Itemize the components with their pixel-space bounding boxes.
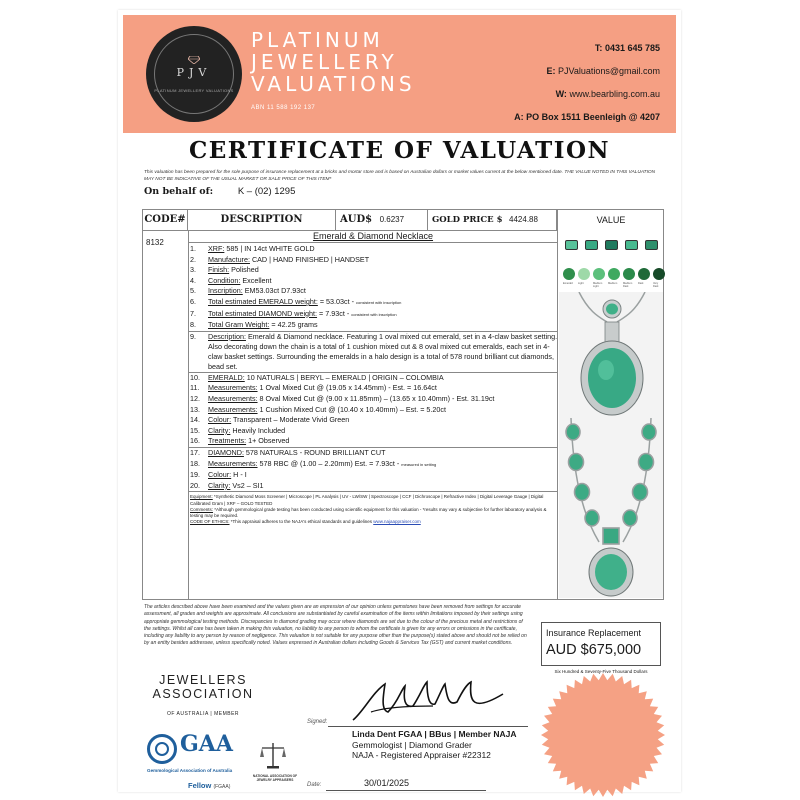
gem-swatch — [585, 240, 598, 250]
row-value: Heavily Included — [230, 425, 286, 435]
scales-icon — [258, 740, 288, 770]
row-value: = 53.03ct - — [317, 296, 357, 306]
row-key: Clarity: — [208, 425, 231, 435]
row-key: Total Gram Weight: — [208, 320, 270, 330]
row-number: 15. — [190, 425, 200, 435]
gem-swatch — [605, 240, 618, 250]
description-row — [188, 373, 558, 384]
signature — [343, 672, 518, 727]
description-row — [188, 297, 558, 309]
web-value[interactable]: www.bearbling.com.au — [569, 89, 660, 99]
row-note: measured in setting — [401, 461, 437, 467]
equipment-note: Equipment: *Synthetic Diamond Moss Screener | Microscope | PL Analysis | UV - LW/SW | Spectroscope | CCF | Dichroscope | Refractive Index | Digital Leverage Gauge | Digital Calibrated Gram | XRF – GOLD TESTED — [190, 494, 544, 506]
description-row — [188, 459, 558, 471]
description-row — [188, 276, 558, 287]
row-number: 2. — [190, 254, 196, 264]
gold-value: 4424.88 — [509, 215, 538, 224]
contact-address: A: PO Box 1511 Beenleigh @ 4207 — [514, 112, 660, 122]
page-title: CERTIFICATE OF VALUATION — [188, 137, 611, 164]
row-number: 7. — [190, 308, 196, 318]
shade-swatch — [638, 268, 650, 280]
row-key: Measurements: — [208, 393, 258, 403]
shade-label: Emerald — [563, 282, 573, 285]
description-row — [188, 426, 558, 437]
rows-diamond — [188, 447, 558, 491]
row-value: = 7.93ct - — [317, 308, 352, 318]
rows-general — [188, 244, 558, 331]
row-key: Measurements: — [208, 458, 258, 468]
shade-label: Light — [578, 282, 584, 285]
behalf-label: On behalf of: — [144, 186, 214, 197]
necklace-photo — [559, 292, 663, 598]
certificate-page — [118, 10, 681, 792]
description-rows — [188, 244, 558, 528]
row-key: Treatments: — [208, 436, 247, 446]
shade-swatch — [608, 268, 620, 280]
item-code: 8132 — [146, 238, 164, 247]
insurance-box — [541, 622, 661, 666]
row-note: consistent with inscription — [351, 311, 397, 317]
row-number: 1. — [190, 244, 196, 253]
row-value: 1 Cushion Mixed Cut @ (10.40 x 10.40mm) – Est. = 5.20ct — [257, 404, 447, 414]
row-value: 578 RBC @ (1.00 – 2.20mm) Est. = 7.93ct - — [257, 458, 402, 468]
description-row — [188, 448, 558, 459]
contact-email: E: PJValuations@gmail.com — [546, 66, 660, 76]
signer-details — [352, 729, 517, 761]
row-value: 1 Oval Mixed Cut @ (19.05 x 14.45mm) - Est. = 16.64ct — [257, 383, 437, 393]
gaa-logo-text: GAA — [180, 731, 233, 757]
shade-label: Very Dark — [653, 282, 659, 288]
insurance-label: Insurance Replacement — [546, 628, 642, 638]
notes-block — [188, 491, 558, 527]
row-number: 14. — [190, 415, 200, 425]
row-value: 1+ Observed — [246, 436, 290, 446]
signer-name: Linda Dent FGAA | BBus | Member NAJA — [352, 729, 517, 739]
description-row — [188, 470, 558, 481]
row-value: Vs2 – SI1 — [230, 480, 264, 490]
row-number: 10. — [190, 372, 200, 382]
naja-logo-text: NATIONAL ASSOCIATION OF JEWELRY APPRAISERS — [252, 774, 298, 782]
ethics-note: CODE OF ETHICS: *This appraisal adheres to the NAJA's ethical standards and guidelines www.najaappraiser.com — [190, 519, 421, 525]
description-row — [188, 309, 558, 321]
intro-text: This valuation has been prepared for the sole purpose of insurance replacement at a bricks and mortar store and is based on Australian dollars or market values current at the below mentioned date. THE VALUE NOTED IN THIS VALUATION MAY NOT BE INDICATIVE OF THE USUAL MARKET OR SALE PRICE OF THIS ITEM* — [144, 170, 656, 182]
description-row — [188, 394, 558, 405]
row-key: XRF: — [208, 244, 225, 253]
header-aud: AUD$ 0.6237 — [336, 210, 428, 230]
header-gold-price: GOLD PRICE $ 4424.88 — [428, 210, 557, 230]
row-key: Condition: — [208, 275, 241, 285]
item-title: Emerald & Diamond Necklace — [188, 231, 558, 243]
description-row — [188, 286, 558, 297]
comments-note: Comments: *Although gemmological grade testing has been conducted using scientific equipment for this valuation - *results may vary & subjective for further laboratory analysis & testing may be required. — [190, 506, 547, 519]
description-row — [188, 415, 558, 426]
description-row — [188, 244, 558, 255]
seal-starburst — [541, 673, 665, 797]
brand-line-1: PLATINUM — [251, 28, 384, 52]
brand-line-2: JEWELLERY — [251, 50, 398, 74]
seal-stamp — [540, 672, 666, 798]
header-description: DESCRIPTION — [188, 210, 336, 230]
header-banner — [123, 15, 676, 133]
row-description: 9. Description: Emerald & Diamond necklace. Featuring 1 oval mixed cut emerald, set in a 4-claw basket setting. Also decorating down the chain is a total of 1 cushion mixed cut & 8 oval mixed cut emeralds, each set in 4-claw basket settings. Surrounding the emeralds in a halo design is a total of 578 round brilliant cut diamonds, bead set. — [190, 331, 558, 371]
description-row — [188, 255, 558, 266]
rows-emerald — [188, 372, 558, 447]
shade-label: Medium Dark — [623, 282, 633, 288]
contact-phone: T: 0431 645 785 — [594, 43, 660, 53]
shade-swatch — [653, 268, 665, 280]
logo-arc-text: PLATINUM JEWELLERY VALUATIONS — [154, 88, 234, 93]
shade-swatch — [593, 268, 605, 280]
behalf-of — [144, 186, 295, 197]
row-value: 578 NATURALS - ROUND BRILLIANT CUT — [243, 447, 386, 457]
description-row — [188, 481, 558, 492]
brand-name — [251, 29, 471, 95]
row-key: Measurements: — [208, 404, 258, 414]
row-number: 20. — [190, 480, 200, 490]
row-note: consistent with inscription — [356, 299, 402, 305]
abn-number: ABN 11 588 192 137 — [251, 105, 316, 111]
email-value[interactable]: PJValuations@gmail.com — [557, 66, 660, 76]
row-key: Manufacture: — [208, 254, 250, 264]
valuation-table — [142, 209, 664, 600]
header-value: VALUE — [596, 215, 626, 225]
insurance-words: Six Hundred & Seventy-Five Thousand Dollars — [554, 669, 648, 674]
date-label: Date: — [307, 782, 322, 788]
row-number: 11. — [190, 383, 200, 393]
row-value: 8 Oval Mixed Cut @ (9.00 x 11.85mm) – (13.65 x 10.40mm) - Est. 31.19ct — [257, 393, 495, 403]
row-key: Clarity: — [208, 480, 231, 490]
gem-swatch — [645, 240, 658, 250]
aud-value: 0.6237 — [379, 215, 405, 224]
row-number: 12. — [190, 393, 200, 403]
description-row — [188, 265, 558, 276]
row-number: 6. — [190, 296, 196, 306]
logo-initials: PJV — [176, 66, 212, 79]
date-line — [326, 790, 486, 791]
company-logo — [146, 26, 242, 122]
row-number: 17. — [190, 447, 200, 457]
row-key: Inscription: — [208, 286, 243, 296]
diamond-icon — [188, 56, 200, 64]
jewellers-association-logo: JEWELLERS ASSOCIATION — [152, 673, 254, 701]
description-row — [188, 383, 558, 394]
row-key: Measurements: — [208, 383, 258, 393]
row-value: 10 NATURALS | BERYL – EMERALD | ORIGIN – COLOMBIA — [244, 372, 444, 382]
insurance-value: AUD $675,000 — [546, 642, 642, 658]
row-value: 585 | IN 14ct WHITE GOLD — [224, 244, 315, 253]
row-number: 18. — [190, 458, 200, 468]
row-value: CAD | HAND FINISHED | HANDSET — [249, 254, 370, 264]
contact-block — [514, 37, 660, 129]
row-number: 16. — [190, 436, 200, 446]
row-key: EMERALD: — [208, 372, 245, 382]
row-number: 3. — [190, 265, 196, 275]
shade-swatch — [623, 268, 635, 280]
row-key: Finish: — [208, 265, 230, 275]
behalf-value: K – (02) 1295 — [237, 186, 296, 197]
shade-label: Dark — [638, 282, 644, 285]
description-row — [188, 436, 558, 447]
row-number: 8. — [190, 320, 196, 330]
ja-member-text: OF AUSTRALIA | MEMBER — [166, 711, 240, 717]
gaa-logo-inner — [155, 742, 169, 756]
row-key: Colour: — [208, 415, 232, 425]
row-key: Total estimated EMERALD weight: — [208, 296, 318, 306]
phone-value: 0431 645 785 — [604, 43, 660, 53]
row-value: Polished — [229, 265, 259, 275]
row-value: EM53.03ct D7.93ct — [242, 286, 306, 296]
row-key: Total estimated DIAMOND weight: — [208, 308, 318, 318]
signer-role: Gemmologist | Diamond Grader — [352, 739, 472, 750]
row-number: 19. — [190, 470, 200, 480]
row-number: 4. — [190, 275, 196, 285]
header-code: CODE# — [143, 210, 188, 230]
fellow-text: Fellow (FGAA) — [188, 781, 231, 790]
signed-label: Signed: — [307, 719, 328, 725]
row-number: 5. — [190, 286, 196, 296]
row-key: DIAMOND: — [208, 447, 244, 457]
disclaimer-text: The articles described above have been examined and the values given are an expression of our opinion unless gemstones have been removed from settings for accurate assessment, all grades and weights are approximate. All conclusions are substantiated by careful examination of the items within limitations imposed by their settings using appropriate gemmological testing methods. Discrepancies in diamond grading may occur where diamonds are set due to the colour of the precious metal and restrictions of the settings. Whilst all care has been taken in making this valuation, no liability to any person to whom the certificate is given for any errors or omissions in the certificate, including any liability to any person by reason of negligence. This valuation is not suitable for any purpose other than the purpose(s) stated above and should not be relied on by an entity besides addressee, unless specifically noted. Values expressed in Australian dollars including Goods & Services Tax (GST) and current market conditions. — [144, 604, 527, 647]
description-row — [188, 405, 558, 416]
row-value: Transparent – Moderate Vivid Green — [231, 415, 350, 425]
gaa-subtitle: Gemmological Association of Australia — [147, 768, 233, 773]
shade-swatch — [578, 268, 590, 280]
row-value: Excellent — [240, 275, 272, 285]
row-number: 13. — [190, 404, 200, 414]
shade-label: Medium — [608, 282, 618, 285]
signer-registration: NAJA - Registered Appraiser #22312 — [352, 750, 491, 760]
gem-swatch — [565, 240, 578, 250]
row-value: = 42.25 grams — [269, 320, 318, 330]
naja-link[interactable]: www.najaappraiser.com — [373, 519, 421, 525]
shade-swatch — [563, 268, 575, 280]
gem-swatch — [625, 240, 638, 250]
row-value: H - I — [231, 470, 247, 480]
address-value: PO Box 1511 Beenleigh @ 4207 — [526, 112, 660, 122]
row-key: Colour: — [208, 470, 232, 480]
shade-label: Medium Light — [593, 282, 603, 288]
date-value: 30/01/2025 — [364, 778, 410, 788]
brand-line-3: VALUATIONS — [251, 72, 416, 96]
contact-web: W: www.bearbling.com.au — [555, 89, 660, 99]
signature-line — [328, 726, 528, 727]
description-row — [188, 320, 558, 331]
